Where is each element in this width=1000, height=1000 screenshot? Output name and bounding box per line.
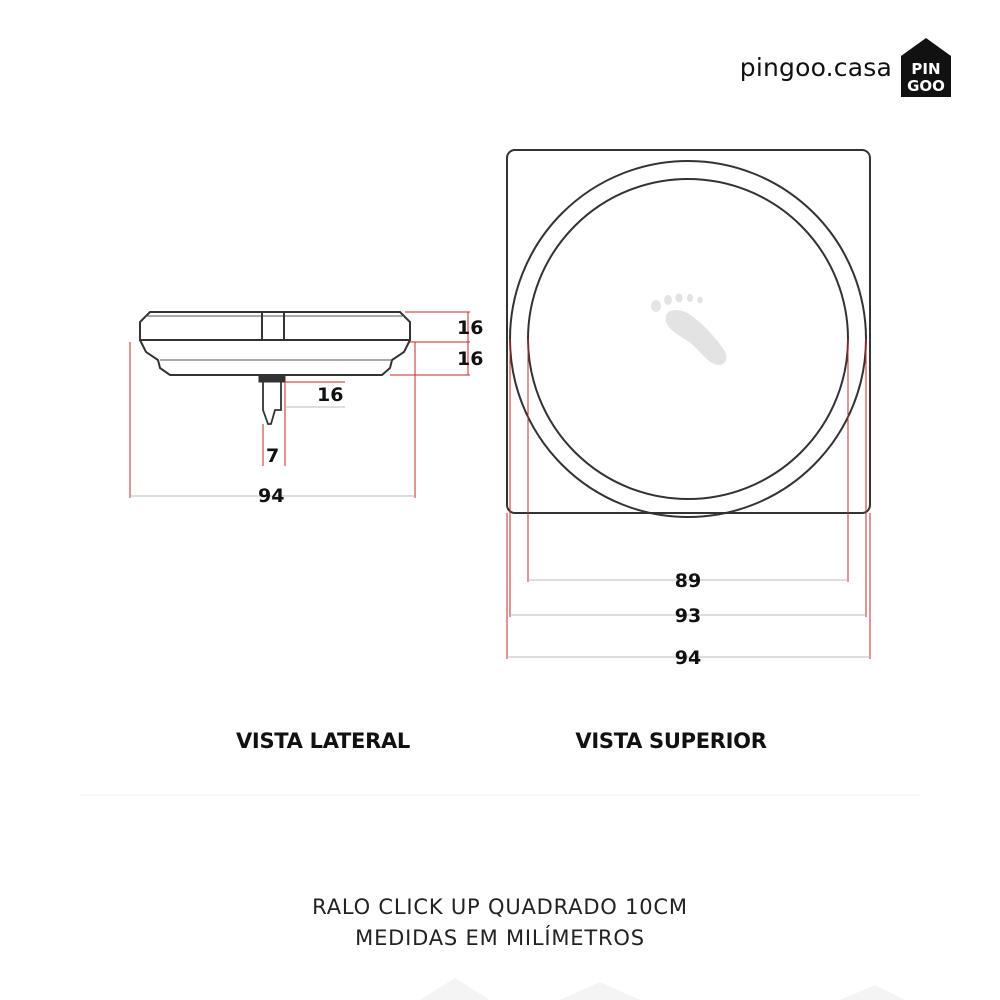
side-stem	[263, 382, 281, 424]
side-body	[140, 340, 410, 375]
logo-text-bottom: GOO	[907, 77, 945, 95]
side-view-title: VISTA LATERAL	[235, 729, 411, 753]
dim-inner-diameter: 89	[674, 570, 702, 592]
top-view-title: VISTA SUPERIOR	[575, 729, 767, 753]
top-view	[507, 150, 870, 753]
side-view	[130, 312, 483, 753]
side-stem-collar	[259, 375, 285, 382]
dim-body-height: 16	[457, 348, 484, 370]
caption-units: MEDIDAS EM MILÍMETROS	[355, 926, 645, 950]
dim-side-overall-width: 94	[258, 485, 285, 507]
dim-stem-width: 7	[266, 445, 280, 467]
caption-title: RALO CLICK UP QUADRADO 10CM	[312, 895, 688, 919]
footprint-icon	[651, 294, 726, 365]
dim-lid-height: 16	[457, 317, 484, 339]
dim-top-overall-width: 94	[674, 647, 702, 669]
brand-name: pingoo.casa	[739, 52, 892, 82]
background-decoration	[420, 978, 905, 1000]
dim-outer-diameter: 93	[674, 605, 702, 627]
logo-text-top: PIN	[911, 60, 941, 78]
dim-stem-length: 16	[317, 384, 344, 406]
